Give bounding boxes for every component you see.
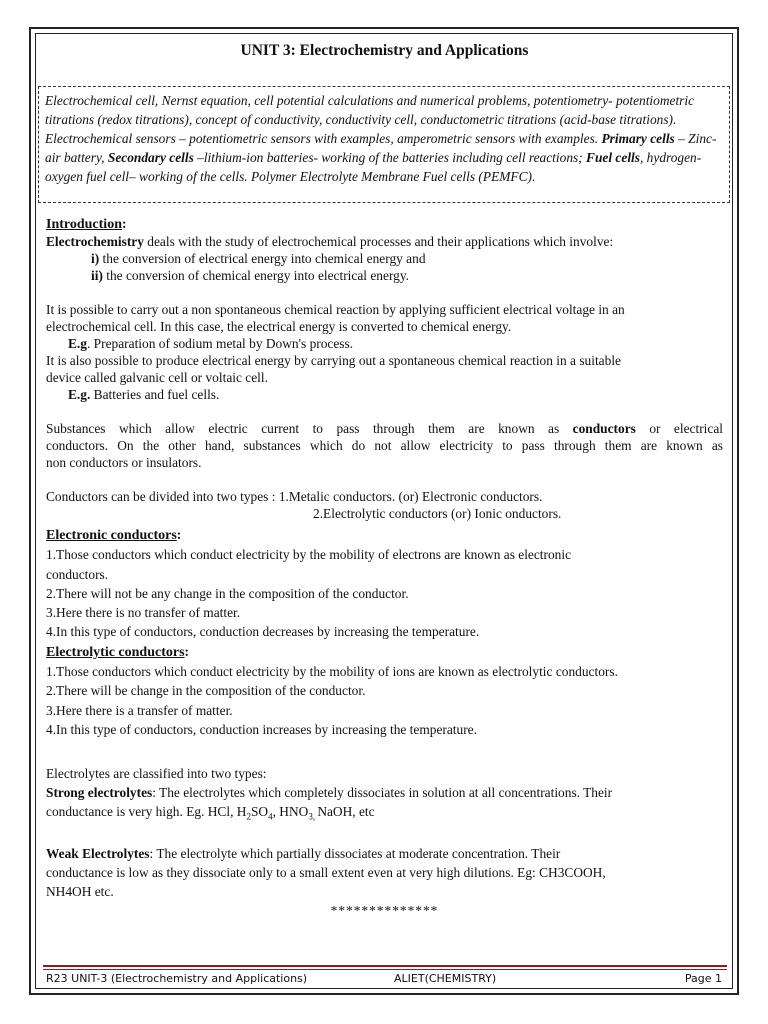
conductor-types-line1: Conductors can be divided into two types : 1.Metalic conductors. (or) Electronic conductors.	[46, 489, 543, 504]
example-2	[46, 386, 723, 403]
weak-electrolytes-line2: conductance is low as they dissociate only to a small extent even at very high dilutions. Eg: CH3COOH,	[46, 864, 606, 880]
text: or electrical	[635, 421, 723, 436]
list-item: 3.Here there is a transfer of matter.	[46, 702, 233, 718]
list-item: 3.Here there is no transfer of matter.	[46, 605, 241, 621]
electrolytes-section	[46, 764, 723, 920]
example-text: Batteries and fuel cells.	[90, 387, 220, 402]
electronic-conductors-section	[46, 525, 723, 642]
syllabus-fuel-cells: Fuel cells	[586, 150, 640, 165]
heading-text: Introduction	[46, 217, 122, 232]
page-number: Page 1	[684, 972, 722, 985]
footer-left: R23 UNIT-3 (Electrochemistry and Applications)	[46, 972, 308, 985]
electronic-heading	[46, 525, 723, 545]
text: Substances which allow electric current to pass through them are known as	[46, 421, 573, 436]
item-label: ii)	[91, 268, 103, 283]
list-item: 4.In this type of conductors, conduction increases by increasing the temperature.	[46, 721, 477, 737]
footer-rule	[43, 969, 727, 970]
list-item: 2.There will be change in the composition of the conductor.	[46, 683, 366, 699]
term-conductors: conductors	[572, 421, 636, 436]
item-label: i)	[91, 251, 100, 266]
list-item: conductors.	[46, 566, 109, 582]
strong-electrolytes-line2	[46, 802, 723, 827]
subscript: 2	[246, 811, 251, 822]
text: NaOH, etc	[317, 804, 375, 820]
syllabus-box	[38, 86, 730, 203]
electrolytic-heading	[46, 642, 723, 662]
para2-line1	[46, 420, 723, 437]
item-text: the conversion of chemical energy into electrical energy.	[102, 268, 410, 283]
syllabus-text: Electrochemical cell, Nernst equation, cell potential calculations and numerical problems, potentiometry- potentiometric titrations (redox titrations), concept of conductivity, conductivity cell, conductometric titrations (acid-base titrations). Electrochemical sensors – potentiometric sensors with examples, amperometric sensors with examples.	[45, 93, 695, 146]
intro-item-2	[46, 267, 723, 284]
heading-colon: :	[121, 216, 127, 231]
term-electrochemistry: Electrochemistry	[46, 234, 144, 249]
document-body	[46, 215, 723, 920]
syllabus-text: – Zinc-air battery,	[45, 131, 717, 165]
heading-text: Electrolytic conductors	[46, 644, 185, 660]
subscript: 3,	[308, 811, 318, 822]
weak-electrolytes-line1	[46, 844, 723, 863]
text: : The electrolyte which partially dissociates at moderate concentration. Their	[149, 845, 561, 861]
weak-electrolytes-line3: NH4OH etc.	[46, 883, 114, 899]
heading-text: Electronic conductors	[46, 528, 177, 543]
page-title: UNIT 3: Electrochemistry and Applications	[240, 42, 529, 59]
para1-line3: It is also possible to produce electrical energy by carrying out a spontaneous chemical reaction in a suitable	[46, 353, 621, 368]
example-label: E.g.	[68, 387, 91, 402]
text: . Eg. HCl, H	[179, 804, 247, 820]
syllabus-primary-cells: Primary cells	[601, 131, 675, 146]
conductor-types-line2: 2.Electrolytic conductors (or) Ionic onductors.	[313, 506, 562, 521]
syllabus-text: , hydrogen-oxygen fuel cell– working of the cells. Polymer Electrolyte Membrane Fuel cells (PEMFC).	[45, 150, 702, 184]
weak-label: Weak Electrolytes	[46, 845, 150, 861]
text: conductance is very high	[46, 804, 180, 820]
electrolytes-intro: Electrolytes are classified into two types:	[46, 766, 267, 782]
syllabus-text: –lithium-ion batteries- working of the batteries including cell reactions;	[193, 150, 587, 165]
strong-electrolytes-line1	[46, 783, 723, 802]
heading-colon: :	[184, 643, 190, 659]
page-content	[45, 40, 723, 918]
para2-line2: conductors. On the other hand, substances which do not allow electricity to pass through them are known as	[46, 438, 723, 453]
introduction-definition	[46, 233, 723, 250]
list-item: 2.There will not be any change in the composition of the conductor.	[46, 585, 409, 601]
definition-text: deals with the study of electrochemical processes and their applications which involve:	[143, 234, 614, 249]
list-item: 1.Those conductors which conduct electricity by the mobility of ions are known as electrolytic conductors.	[46, 664, 618, 680]
section-separator: **************	[330, 902, 439, 918]
example-text: . Preparation of sodium metal by Down's process.	[86, 336, 354, 351]
strong-label: Strong electrolytes	[46, 785, 153, 801]
footer-middle: ALIET(CHEMISTRY)	[394, 972, 497, 985]
introduction-heading	[46, 215, 723, 233]
para1-line2: electrochemical cell. In this case, the electrical energy is converted to chemical energy.	[46, 319, 512, 334]
example-label: E.g	[68, 336, 87, 351]
text: SO	[250, 804, 269, 820]
electrolytic-conductors-section	[46, 642, 723, 739]
text: , HNO	[272, 804, 309, 820]
footer-rule	[43, 965, 727, 967]
example-1	[46, 335, 723, 352]
syllabus-secondary-cells: Secondary cells	[107, 150, 194, 165]
para2-line3: non conductors or insulators.	[46, 455, 202, 470]
text: : The electrolytes which completely dissociates in solution at all concentrations. Their	[152, 785, 613, 801]
heading-colon: :	[176, 527, 182, 542]
item-text: the conversion of electrical energy into chemical energy and	[99, 251, 426, 266]
list-item: 4.In this type of conductors, conduction decreases by increasing the temperature.	[46, 624, 480, 640]
para1-line4: device called galvanic cell or voltaic cell.	[46, 370, 268, 385]
intro-item-1	[46, 250, 723, 267]
list-item: 1.Those conductors which conduct electricity by the mobility of electrons are known as electronic	[46, 547, 572, 563]
para1-line1: It is possible to carry out a non spontaneous chemical reaction by applying sufficient electrical voltage in an	[46, 302, 625, 317]
subscript: 4	[268, 811, 273, 822]
